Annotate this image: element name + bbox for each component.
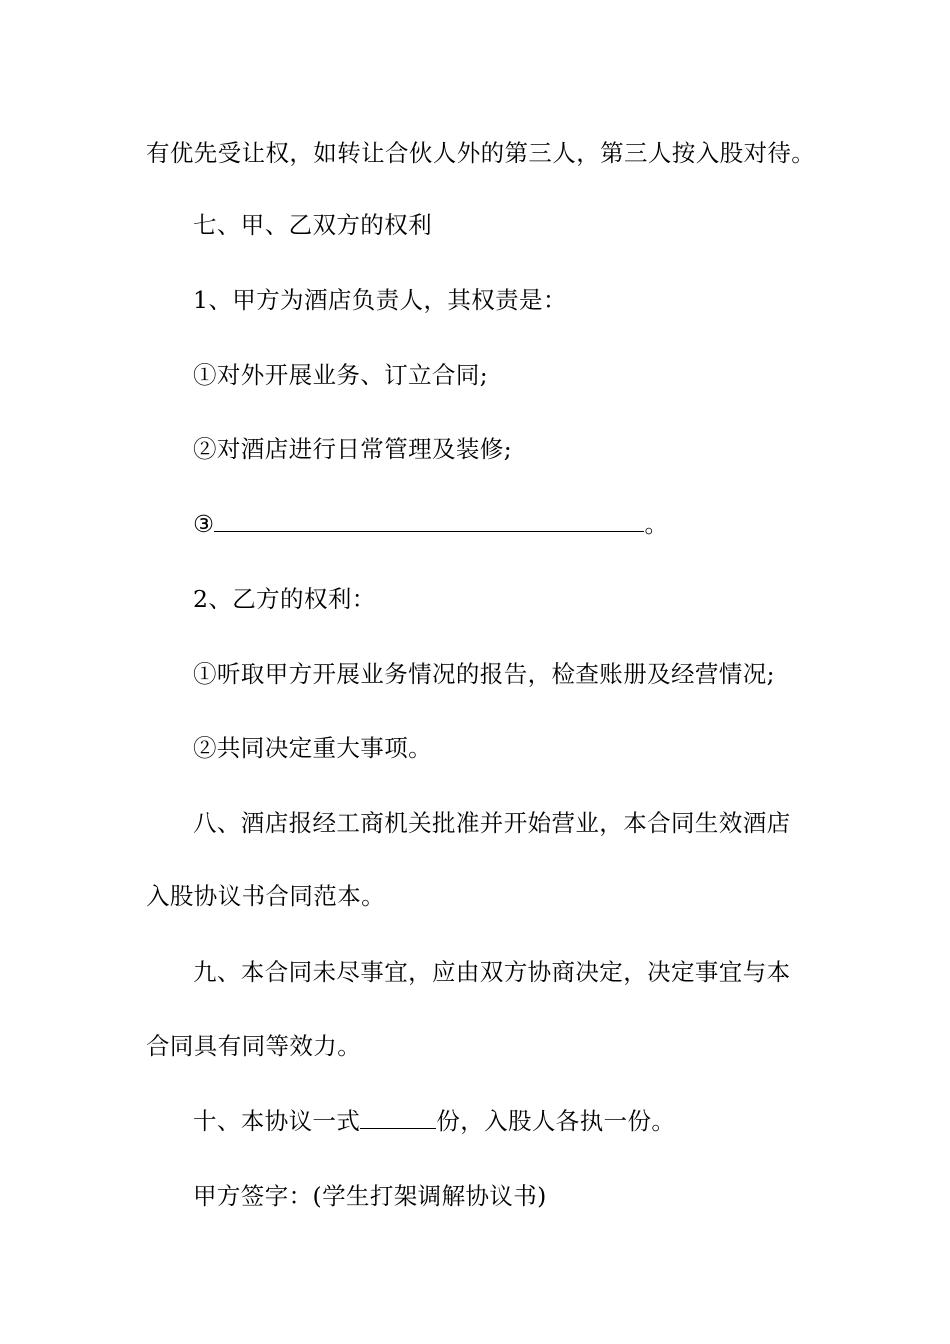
list-item-end: 。 xyxy=(644,510,669,538)
list-item-blank xyxy=(193,509,863,539)
section-heading-7: 七、甲、乙双方的权利 xyxy=(193,211,432,239)
clause-text: 十、本协议一式 xyxy=(193,1107,361,1135)
list-item: ①对外开展业务、订立合同; xyxy=(193,361,489,389)
paragraph-line: 合同具有同等效力。 xyxy=(146,1032,362,1060)
paragraph-line: 2、乙方的权利： xyxy=(193,585,376,613)
list-item: ②对酒店进行日常管理及装修; xyxy=(193,435,513,463)
paragraph-line: 有优先受让权，如转让合伙人外的第三人，第三人按入股对待。 xyxy=(146,139,816,167)
paragraph-line: 九、本合同未尽事宜，应由双方协商决定，决定事宜与本 xyxy=(193,958,791,986)
paragraph-line: 1、甲方为酒店负责人，其权责是： xyxy=(193,286,567,314)
fill-in-blank xyxy=(214,509,644,532)
clause-10-line xyxy=(193,1106,863,1136)
paragraph-line: 入股协议书合同范本。 xyxy=(146,882,385,910)
clause-text: 份，入股人各执一份。 xyxy=(436,1107,676,1135)
list-item: ②共同决定重大事项。 xyxy=(193,734,432,762)
paragraph-line: 八、酒店报经工商机关批准并开始营业，本合同生效酒店 xyxy=(193,809,791,837)
list-item-marker: ③ xyxy=(193,510,215,538)
list-item: ①听取甲方开展业务情况的报告，检查账册及经营情况; xyxy=(193,660,775,688)
fill-in-blank xyxy=(360,1106,436,1129)
signature-line: 甲方签字：(学生打架调解协议书) xyxy=(193,1182,547,1210)
